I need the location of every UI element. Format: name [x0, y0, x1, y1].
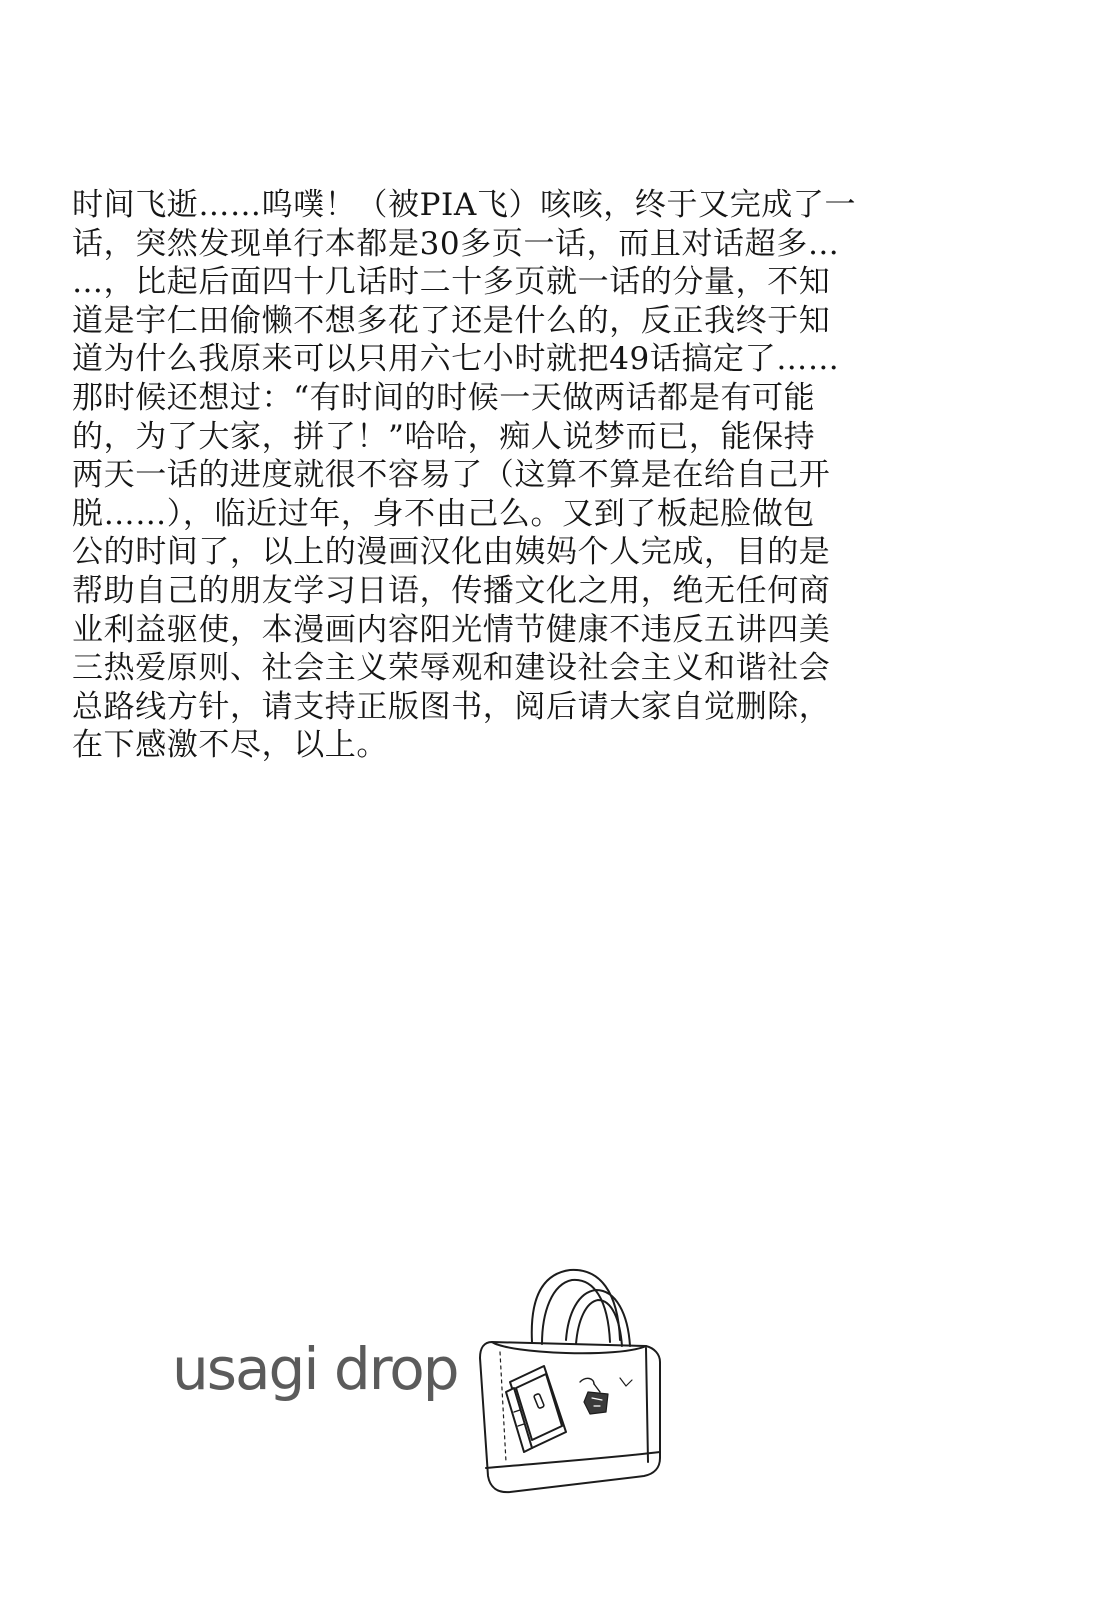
note-line: 道为什么我原来可以只用六七小时就把49话搞定了…… — [72, 341, 840, 378]
note-line: 那时候还想过：“有时间的时候一天做两话都是有可能 — [72, 379, 816, 416]
note-line: 道是宇仁田偷懒不想多花了还是什么的，反正我终于知 — [72, 302, 831, 339]
note-line: 的，为了大家，拼了！”哈哈，痴人说梦而已，能保持 — [72, 418, 816, 455]
note-line: 帮助自己的朋友学习日语，传播文化之用，绝无任何商 — [72, 572, 831, 609]
note-line: 两天一话的进度就很不容易了（这算不算是在给自己开 — [72, 457, 831, 494]
note-line: 总路线方针，请支持正版图书，阅后请大家自觉删除， — [72, 688, 831, 725]
note-line: 在下感激不尽，以上。 — [72, 727, 388, 764]
school-bag-icon — [470, 1262, 670, 1502]
translator-note — [72, 186, 1032, 765]
note-line: 业利益驱使，本漫画内容阳光情节健康不违反五讲四美 — [72, 611, 831, 648]
usagi-drop-logo: usagi drop — [172, 1335, 458, 1403]
note-line: 时间飞逝……呜噗！（被PIA飞）咳咳，终于又完成了一 — [72, 187, 857, 223]
note-line: 脱……），临近过年，身不由己么。又到了板起脸做包 — [72, 495, 815, 532]
note-line: 三热爱原则、社会主义荣辱观和建设社会主义和谐社会 — [72, 650, 831, 687]
note-line: 公的时间了，以上的漫画汉化由姨妈个人完成，目的是 — [72, 534, 831, 571]
note-line: …，比起后面四十几话时二十多页就一话的分量，不知 — [72, 264, 831, 301]
note-line: 话，突然发现单行本都是30多页一话，而且对话超多… — [72, 225, 840, 262]
